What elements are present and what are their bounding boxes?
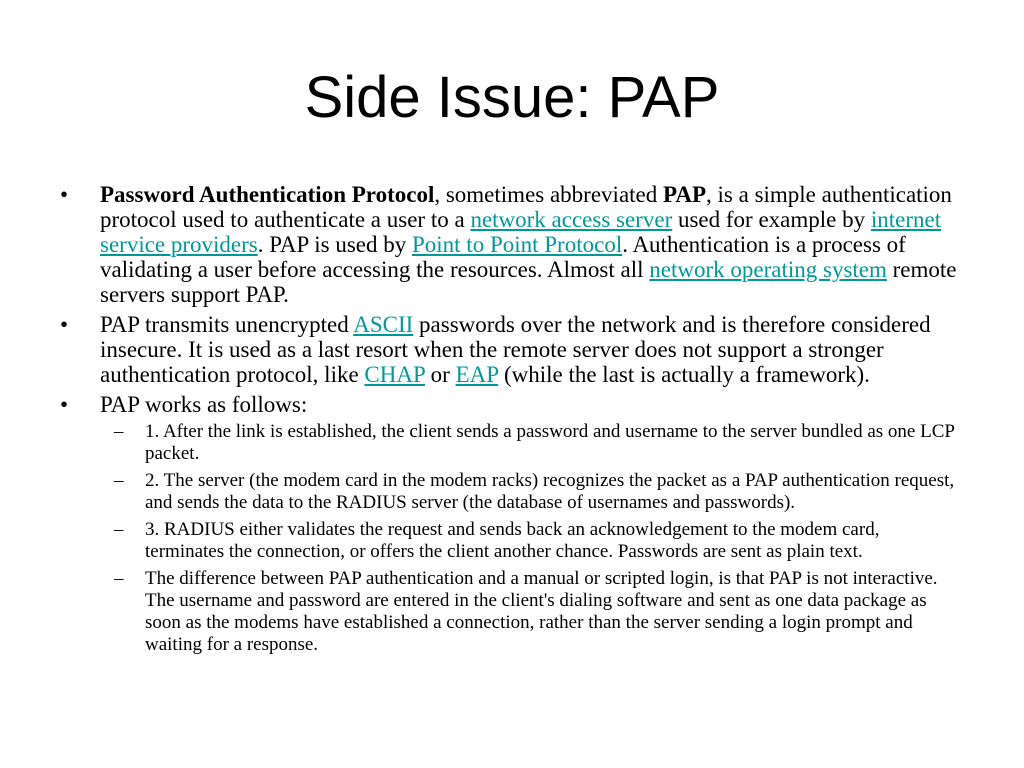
sub-bullet-text: 1. After the link is established, the client sends a password and username to the server bundled as one LCP packet. <box>145 421 955 464</box>
link-chap[interactable]: CHAP <box>364 362 425 387</box>
text-segment: . Authentication is a process of validating a user before accessing the resources. Almost all <box>100 232 906 282</box>
bullet-list <box>60 182 960 656</box>
text-segment: or <box>424 362 456 387</box>
bullet-item-pap-works <box>60 392 960 656</box>
text-segment: , is a simple authentication protocol used to authenticate a user to a <box>100 182 952 232</box>
text-segment: (while the last is actually a framework). <box>498 362 870 387</box>
bullet-item-pap-definition <box>60 182 960 307</box>
slide-title: Side Issue: PAP <box>304 65 720 130</box>
link-eap[interactable]: EAP <box>455 362 499 387</box>
dash-icon: – <box>114 421 124 442</box>
bullet-item-pap-insecure <box>60 312 960 387</box>
link-ascii[interactable]: ASCII <box>353 312 414 337</box>
term-pap-full: Password Authentication Protocol <box>100 182 435 207</box>
sub-bullet-item <box>100 470 960 514</box>
text-segment: PAP works as follows: <box>100 392 308 417</box>
bullet-icon: • <box>60 182 69 207</box>
dash-icon: – <box>114 470 124 491</box>
term-pap-abbrev: PAP <box>663 182 707 207</box>
bullet-icon: • <box>60 312 69 337</box>
bullet-icon: • <box>60 392 69 417</box>
dash-icon: – <box>114 519 124 540</box>
text-segment: used for example by <box>672 207 871 232</box>
link-point-to-point-protocol[interactable]: Point to Point Protocol <box>411 232 623 257</box>
sub-bullet-list <box>100 421 960 656</box>
text-segment: passwords over the network and is therefore considered insecure. It is used as a last resort when the remote server does not support a stronger authentication protocol, like <box>100 312 931 387</box>
sub-bullet-item <box>100 519 960 563</box>
link-internet-service-providers[interactable]: internet service providers <box>100 207 942 257</box>
link-network-access-server[interactable]: network access server <box>470 207 673 232</box>
sub-bullet-text: 3. RADIUS either validates the request and sends back an acknowledgement to the modem card, terminates the connection, or offers the client another chance. Passwords are sent as plain text. <box>145 519 880 562</box>
sub-bullet-item <box>100 421 960 465</box>
sub-bullet-item <box>100 568 960 656</box>
slide-body <box>60 182 960 661</box>
sub-bullet-text: 2. The server (the modem card in the modem racks) recognizes the packet as a PAP authentication request, and sends the data to the RADIUS server (the database of usernames and passwords). <box>145 470 955 513</box>
dash-icon: – <box>114 568 124 589</box>
sub-bullet-text: The difference between PAP authentication and a manual or scripted login, is that PAP is not interactive. The username and password are entered in the client's dialing software and sent as one data package as soon as the modems have established a connection, rather than the server sending a login prompt and waiting for a response. <box>145 568 938 655</box>
link-network-operating-system[interactable]: network operating system <box>649 257 887 282</box>
text-segment: , sometimes abbreviated <box>434 182 663 207</box>
text-segment: PAP transmits unencrypted <box>100 312 354 337</box>
text-segment: . PAP is used by <box>257 232 412 257</box>
text-segment: remote servers support PAP. <box>100 257 957 307</box>
